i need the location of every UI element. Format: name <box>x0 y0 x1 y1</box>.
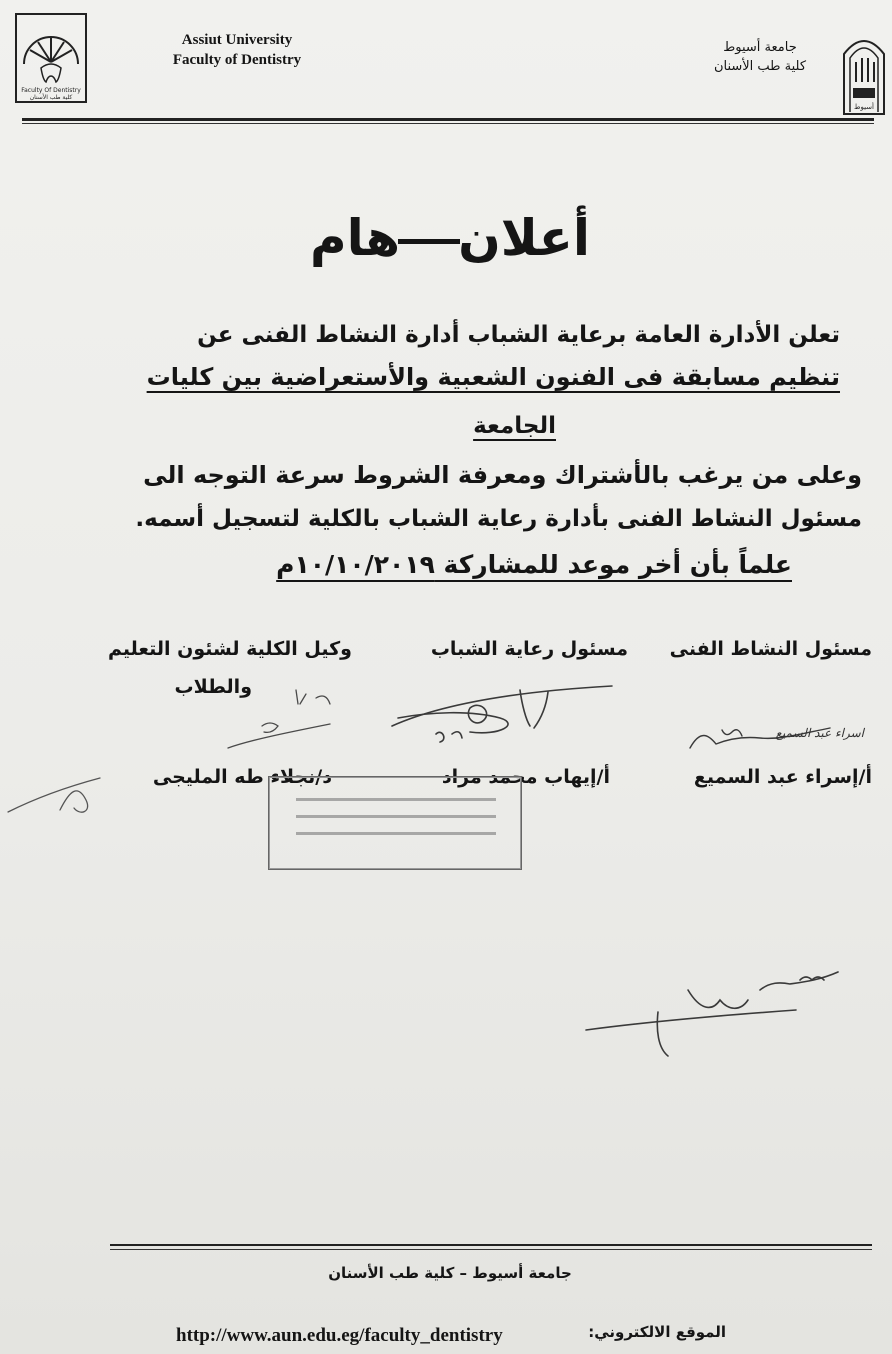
art-activity-title: مسئول النشاط الفنى <box>669 638 872 660</box>
svg-text:أسيوط: أسيوط <box>853 103 875 111</box>
handwritten-name-note: اسراء عبد السميع <box>775 726 864 740</box>
svg-text:Faculty Of Dentistry: Faculty Of Dentistry <box>21 87 81 94</box>
footer-website-url: http://www.aun.edu.eg/faculty_dentistry <box>176 1325 503 1346</box>
vice-dean-name: د/نجلاء طه المليجى <box>152 766 332 788</box>
svg-text:كلية طب الأسنان: كلية طب الأسنان <box>29 94 73 101</box>
vice-dean-date-scribble <box>228 690 330 748</box>
announcement-line-5: مسئول النشاط الفنى بأدارة رعاية الشباب بالكلية لتسجيل أسمه. <box>135 506 862 532</box>
title-word-important: هام <box>309 209 401 267</box>
vice-dean-title-2: والطلاب <box>174 676 252 698</box>
faculty-name-en: Faculty of Dentistry <box>172 52 302 68</box>
vice-dean-signature <box>8 778 100 812</box>
footer-divider <box>110 1244 872 1246</box>
youth-care-title: مسئول رعاية الشباب <box>430 638 628 660</box>
announcement-line-4: وعلى من يرغب بالأشتراك ومعرفة الشروط سرعة التوجه الى <box>143 461 862 489</box>
announcement-line-3: الجامعة <box>473 413 556 439</box>
title-word-announcement: أعلان <box>458 209 591 267</box>
youth-care-name: أ/إيهاب محمد مراد <box>441 766 610 788</box>
announcement-line-1: تعلن الأدارة العامة برعاية الشباب أدارة النشاط الفنى عن <box>197 322 840 348</box>
bottom-signature <box>586 972 838 1056</box>
vice-dean-title: وكيل الكلية لشئون التعليم <box>107 638 352 660</box>
university-name-en: Assiut University <box>181 32 293 48</box>
announcement-deadline: علماً بأن أخر موعد للمشاركة ١٠/١٠/٢٠١٩م <box>276 550 792 579</box>
footer-address: جامعة أسيوط – كلية طب الأسنان <box>328 1264 572 1282</box>
footer-website-label: الموقع الالكتروني: <box>588 1323 726 1341</box>
art-activity-name: أ/إسراء عبد السميع <box>693 766 872 788</box>
faculty-name-ar: كلية طب الأسنان <box>713 59 807 74</box>
youth-care-signature <box>392 686 612 742</box>
footer-divider-thin <box>110 1249 872 1250</box>
announcement-line-2: تنظيم مسابقة فى الفنون الشعبية والأستعراضية بين كليات <box>146 363 840 391</box>
university-name-ar: جامعة أسيوط <box>723 40 797 55</box>
